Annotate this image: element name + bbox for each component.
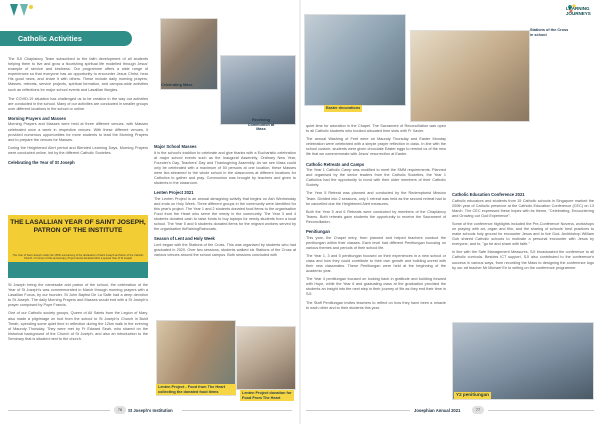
covid-paragraph: The COVID-19 situation has challenged us to be creative in the way our activities are conducted in the school. Many of our activities are conducted in smaller groups over different locations in the school or online.: [8, 96, 148, 111]
footer-school-name: St Joseph's Institution: [128, 408, 173, 413]
retreats-paragraph-2: The Year 5 Retreat was planned and conducted by the Redemptorist Mission Team. Divided into 2 sessions, only 1 retreat was held as the second retreat had to be cancelled due the Heightened Alert measures.: [306, 191, 446, 206]
page-number-right: 77: [472, 406, 484, 414]
easter-caption: Easter decorations: [326, 106, 361, 110]
penitiungan-paragraph-4: The Staff Penitiungan invites teachers to reflect on how they have been a miracle to each other and to their students this year.: [306, 300, 446, 310]
penitiungan-paragraph-3: The Year 4 penitiungan focused on looking back in gratitude and building forward with Hope, while the Year 6 and graduating class at the graduation provided the students an insight into the next step in their journey of life as they end their time in SJI.: [306, 277, 446, 297]
lasallian-note: The Year of Saint Joseph marks the 150th anniversary of the declaration of Saint Joseph as Patron of the Catholic Church. In honour of this anniversary, Pope Francis declared 2021 a special Year of St Joseph: [12, 254, 144, 261]
major-masses-paragraph: It is the school's tradition to celebrate and give thanks with a Eucharistic celebration at major school events such as the Inaugural Assembly, Ordinary New Year, Founder's Day, Teachers' Day and Thanksgiving Assembly. As we see Mass could only be celebrated with a maximum of 50 persons at one location, these Masses were live-streamed to the whole school in the classrooms at different locations for Catholics to gather and pray. Communion was brought by teachers and given to students in the classroom.: [154, 150, 296, 186]
penitiungan-paragraph: This year, the Chapel entry, from planned and helped teachers conduct the penitiungan within their classes. Each level had different Penitiungan focusing on various themes and periods of their school life.: [306, 235, 446, 250]
section-title: Catholic Activities: [18, 34, 82, 43]
easter-photo: [304, 14, 406, 106]
page-gutter: [299, 0, 301, 424]
cec-paragraph-2: Some of the conference highlights included the Pre-Conference Novena, workshops on praying with art, organ and film, and the sharing of schools' best practices to make schools holy ground for encounter Jesus and to live God. Archbishop William Goh shared Catholic schools to motivate a personal encounter with Jesus by everyone, and to, "go be and share with faith.": [452, 221, 594, 247]
lasallian-strip: [8, 262, 148, 278]
mass-caption: Celebrating Mass: [161, 83, 193, 87]
right-column-a: [306, 124, 446, 311]
cec-heading: Catholic Education Conference 2021: [452, 192, 525, 197]
major-masses-heading: Major School Masses: [154, 144, 197, 149]
page-number-left: 76: [114, 406, 126, 414]
st-joseph-heading: Celebrating the Year of St Joseph: [8, 160, 75, 165]
easter-paragraph: quiet time for adoration in the Chapel. The Sacrament of Reconciliation was open to all Catholic students who booked allocated time slots with Fr Xavier.: [306, 124, 446, 134]
y2-penitiungan-photo: [452, 322, 594, 400]
footer-annual-name: Josephian Annual 2021: [414, 408, 461, 413]
school-logo-icon: [8, 2, 34, 18]
retreats-paragraph: The Year 1 Catholic Camp was modified to meet the SMM requirements. Planned and organised by the senior leaders from the Catholic Societies, the Year 1 Catholics had the opportunity to bond with their older members of their Catholic Society.: [306, 168, 446, 188]
retreats-paragraph-3: Both the Year 5 and 6 Retreats were conducted by members of the Chaplaincy Teams. Both retreats gave students the opportunity to receive the Sacrament of Reconciliation.: [306, 209, 446, 224]
middle-column: [154, 144, 296, 258]
st-joseph-paragraph-2: One of our Catholic society groups, Queen of All Saints from the Legion of Mary, also made a pilgrimage on foot from the school to St Joseph's Church in Bukit Timah, spending some quiet time in reflection during the 12km walk in the evening of Maundy Thursday. They were met by Fr Edward Seah, who shared on the historical background of the Church of St Joseph, and also an introduction to the Seminary that is situated next to the church.: [8, 311, 148, 341]
morning-prayers-heading: Morning Prayers and Masses: [8, 115, 66, 121]
penitiungan-paragraph-2: The Year 1, 3 and 5 penitiungan focused on their experiences in a new school or class and how they could contribute to their own growth and building unrest with their new classmates. These Penitiungan were held at the beginning of the academic year.: [306, 253, 446, 274]
mass-photo: [160, 18, 218, 90]
communion-caption: Receiving Communion at Mass: [247, 118, 275, 132]
left-column-lower: [8, 283, 148, 342]
season-lent-heading: Season of Lent and Holy Week: [154, 236, 215, 242]
cec-paragraph-3: In line with the Safe Management Measures, SJI broadcasted the conference to all Catholic curricula. Besides ICT support, SJI also contributed to the conference's success in various ways, from recording the Mass to designing the conference logo by our art teacher Mr Michael Ee to writing on the conference programme.: [452, 250, 594, 270]
communion-photo: [220, 55, 296, 125]
morning-prayers-paragraph: Morning Prayers and Masses were held at three different venues, with Masses celebrated once a week in respective venues. With these different venues, it provided numerous opportunities for more students to lead the Morning Prayers and to prepare the venues for Masses.: [8, 122, 148, 142]
left-column: [8, 57, 148, 166]
stations-caption: Stations of the Cross in school: [530, 28, 569, 37]
lenten-heading: Lenten Project 2021: [154, 190, 194, 196]
footer-rule-right-2: [488, 410, 594, 411]
y2-penitiungan-caption: Y2 penitiungan: [456, 392, 489, 397]
retreats-heading: Catholic Retreats and Camps: [306, 161, 365, 167]
intro-paragraph: The SJI Chaplaincy Team subscribed to the faith development of all students helping them to live and grow a flourishing spiritual life modelled through Jesus' example of service and kindness. Our programme offers a wide range of experiences so that everyone has an opportunity to encounter Jesus Christ, hear His good news, and share it with others. These include daily morning prayers, Masses, retreats, service projects, spiritual formation, and campus-wide activities such as reflections for major school events and Lasallian liturgies.: [8, 57, 148, 92]
season-lent-paragraph: Lent began with the Stations of the Cross. This was organised by students who had graduated in 2020. Over two sessions, students walked six Stations of the Cross at various venues around the school campus. Both sessions concluded with: [154, 242, 296, 257]
right-column-b: [452, 192, 594, 271]
lasallian-year-card: [8, 215, 148, 263]
footer-rule-left: [8, 410, 110, 411]
learning-journeys-title: LEARNING JOURNEYS: [566, 6, 591, 16]
lenten-donation-photo: [236, 326, 296, 390]
easter-paragraph-2: The annual Washing of Feet were on Maundy Thursday and Easter Monday celebration were celebrated with a simple prayer reflection in class. In line with the school custom, students were given chocolate Easter eggs to remind us of the new life that we commemorate with Jesus' resurrection at Easter.: [306, 137, 446, 157]
footer-rule-left-2: [182, 410, 292, 411]
cec-paragraph: Catholic educators and students from 15 Catholic schools in Singapore marked the 200th year of Catholic presence at the Catholic Education Conference (CEC) on 13 March. The CEC expressed these hopes with its theme, "Celebrating, Encountering and Growing our God Experience".: [452, 198, 594, 218]
lenten-paragraph: The Lenten Project is an annual almsgiving activity that begins on Ash Wednesday and ends on Holy Week. Three different groups in the community were identified for this year's project. The Year 1 and 2 students donated food items to the organisation Food from the Heart who serve the needy in the community. The Year 3 and 4 students donated cash to raise funds to buy laptops for needy students from a local school. The Year 5 and 6 students donated items for the migrant workers served by the organisation ItsRainingRaincoats.: [154, 196, 296, 232]
st-joseph-paragraph: St Joseph being the namesake and patron of the school, the celebration of the Year of St Joseph's was commemorated in March through morning prayers with a Lasallian Focus, by our founder, St John Baptist De La Salle had a deep devotion to St Joseph. The daily Morning Prayers and Masses would end with a St Joseph's prayer composed by Pope Francis.: [8, 283, 148, 308]
stations-photo: [410, 30, 530, 122]
penitiungan-heading: Penitiungan: [306, 229, 330, 234]
morning-prayers-paragraph-2: During the Heightened Alert period and Blended Learning Days, Morning Prayers were conducted online, led by the different Catholic Societies.: [8, 145, 148, 155]
lasallian-title: THE LASALLIAN YEAR OF SAINT JOSEPH, PATRON OF THE INSTITUTE: [10, 219, 146, 234]
lenten-project-caption: Lenten Project - Food from The Heart collecting the donated food items: [156, 384, 236, 395]
footer-rule-right: [306, 410, 410, 411]
lenten-donation-caption: Lenten Project donation for Food From The Heart: [240, 390, 294, 401]
